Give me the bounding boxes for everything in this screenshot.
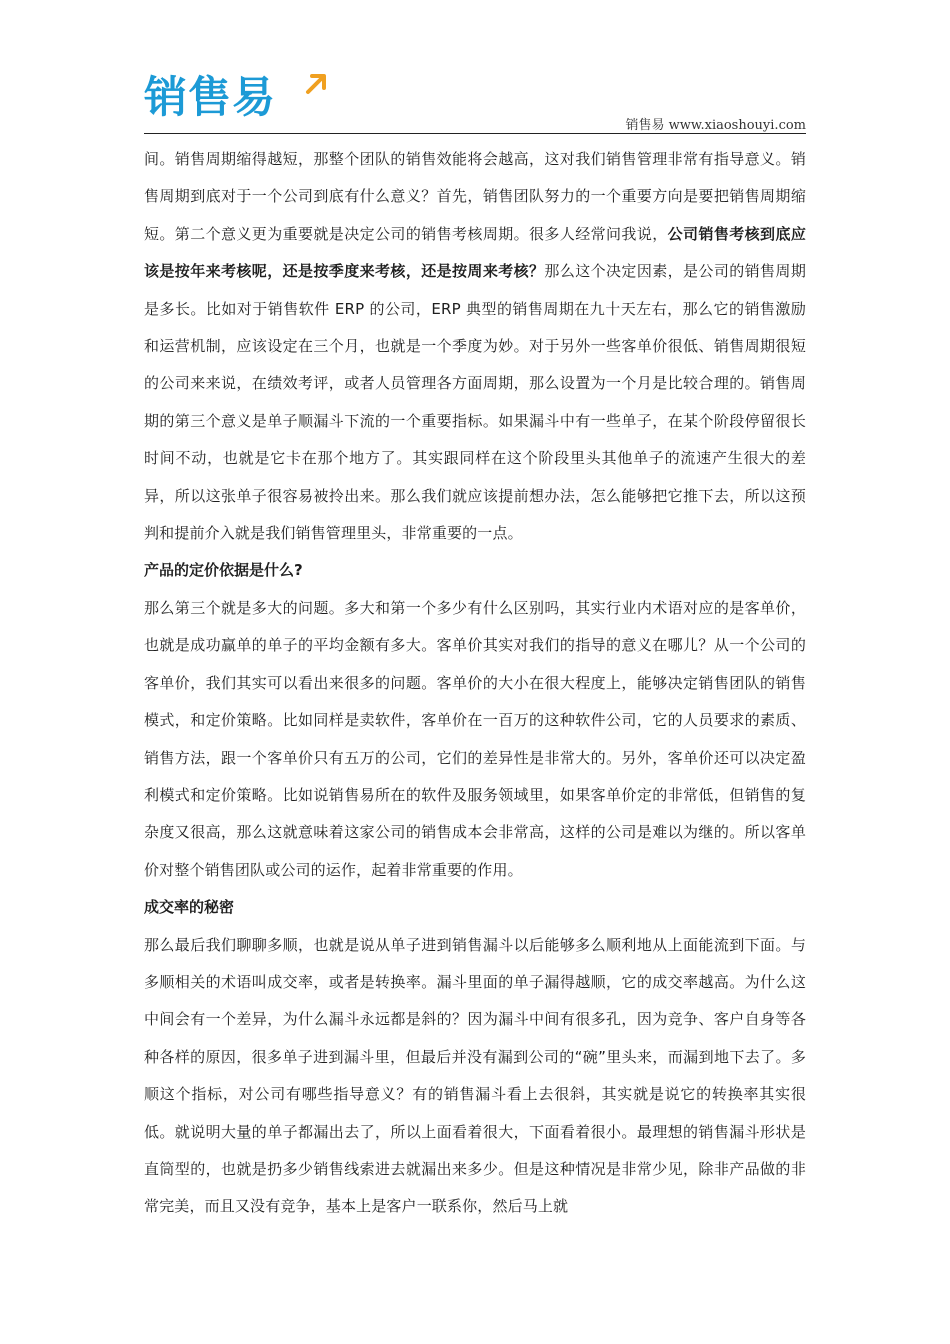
brand-logo xyxy=(144,70,334,126)
logo-text: 销售易 xyxy=(144,73,276,123)
section-heading-conversion: 成交率的秘密 xyxy=(144,898,235,917)
bold-question: 公司销售考核到底应该是按年来考核呢，还是按季度来考核，还是按周来考核？ xyxy=(144,224,806,281)
arrow-up-right-icon xyxy=(302,70,330,98)
paragraph-text: 间。销售周期缩得越短，那整个团队的销售效能将会越高，这对我们销售管理非常有指导意义。销售周期到底对于一个公司到底有什么意义？首先，销售团队努力的一个重要方向是要把销售周期缩短。第二个意义更为重要就是决定公司的销售考核周期。很多人经常问我说， xyxy=(144,150,806,243)
article-body xyxy=(144,141,806,1226)
section-heading-pricing: 产品的定价依据是什么? xyxy=(144,561,303,580)
page-header xyxy=(0,0,950,140)
site-label: 销售易 www.xiaoshouyi.com xyxy=(625,118,806,133)
header-divider xyxy=(144,133,806,134)
paragraph-text: 那么这个决定因素，是公司的销售周期是多长。比如对于销售软件 ERP 的公司，ERP 典型的销售周期在九十天左右，那么它的销售激励和运营机制，应该设定在三个月，也就是一个季度为妙。对于另外一些客单价很低、销售周期很短的公司来来说，在绩效考评，或者人员管理各方面周期，那么设置为一个月是比较合理的。销售周期的第三个意义是单子顺漏斗下流的一个重要指标。如果漏斗中有一些单子，在某个阶段停留很长时间不动，也就是它卡在那个地方了。其实跟同样在这个阶段里头其他单子的流速产生很大的差异，所以这张单子很容易被拎出来。那么我们就应该提前想办法，怎么能够把它推下去，所以这预判和提前介入就是我们销售管理里头，非常重要的一点。 xyxy=(144,262,806,543)
paragraph-pricing: 那么第三个就是多大的问题。多大和第一个多少有什么区别吗，其实行业内术语对应的是客单价，也就是成功赢单的单子的平均金额有多大。客单价其实对我们的指导的意义在哪儿？从一个公司的客单价，我们其实可以看出来很多的问题。客单价的大小在很大程度上，能够决定销售团队的销售模式，和定价策略。比如同样是卖软件，客单价在一百万的这种软件公司，它的人员要求的素质、销售方法，跟一个客单价只有五万的公司，它们的差异性是非常大的。另外，客单价还可以决定盈利模式和定价策略。比如说销售易所在的软件及服务领域里，如果客单价定的非常低，但销售的复杂度又很高，那么这就意味着这家公司的销售成本会非常高，这样的公司是难以为继的。所以客单价对整个销售团队或公司的运作，起着非常重要的作用。 xyxy=(144,598,806,879)
paragraph-sales-cycle xyxy=(144,141,806,552)
paragraph-conversion: 那么最后我们聊聊多顺，也就是说从单子进到销售漏斗以后能够多么顺利地从上面能流到下面。与多顺相关的术语叫成交率，或者是转换率。漏斗里面的单子漏得越顺，它的成交率越高。为什么这中间会有一个差异，为什么漏斗永远都是斜的？因为漏斗中间有很多孔，因为竞争、客户自身等各种各样的原因，很多单子进到漏斗里，但最后并没有漏到公司的“碗”里头来，而漏到地下去了。多顺这个指标，对公司有哪些指导意义？有的销售漏斗看上去很斜，其实就是说它的转换率其实很低。就说明大量的单子都漏出去了，所以上面看着很大，下面看着很小。最理想的销售漏斗形状是直筒型的，也就是扔多少销售线索进去就漏出来多少。但是这种情况是非常少见，除非产品做的非常完美，而且又没有竞争，基本上是客户一联系你，然后马上就 xyxy=(144,935,806,1216)
